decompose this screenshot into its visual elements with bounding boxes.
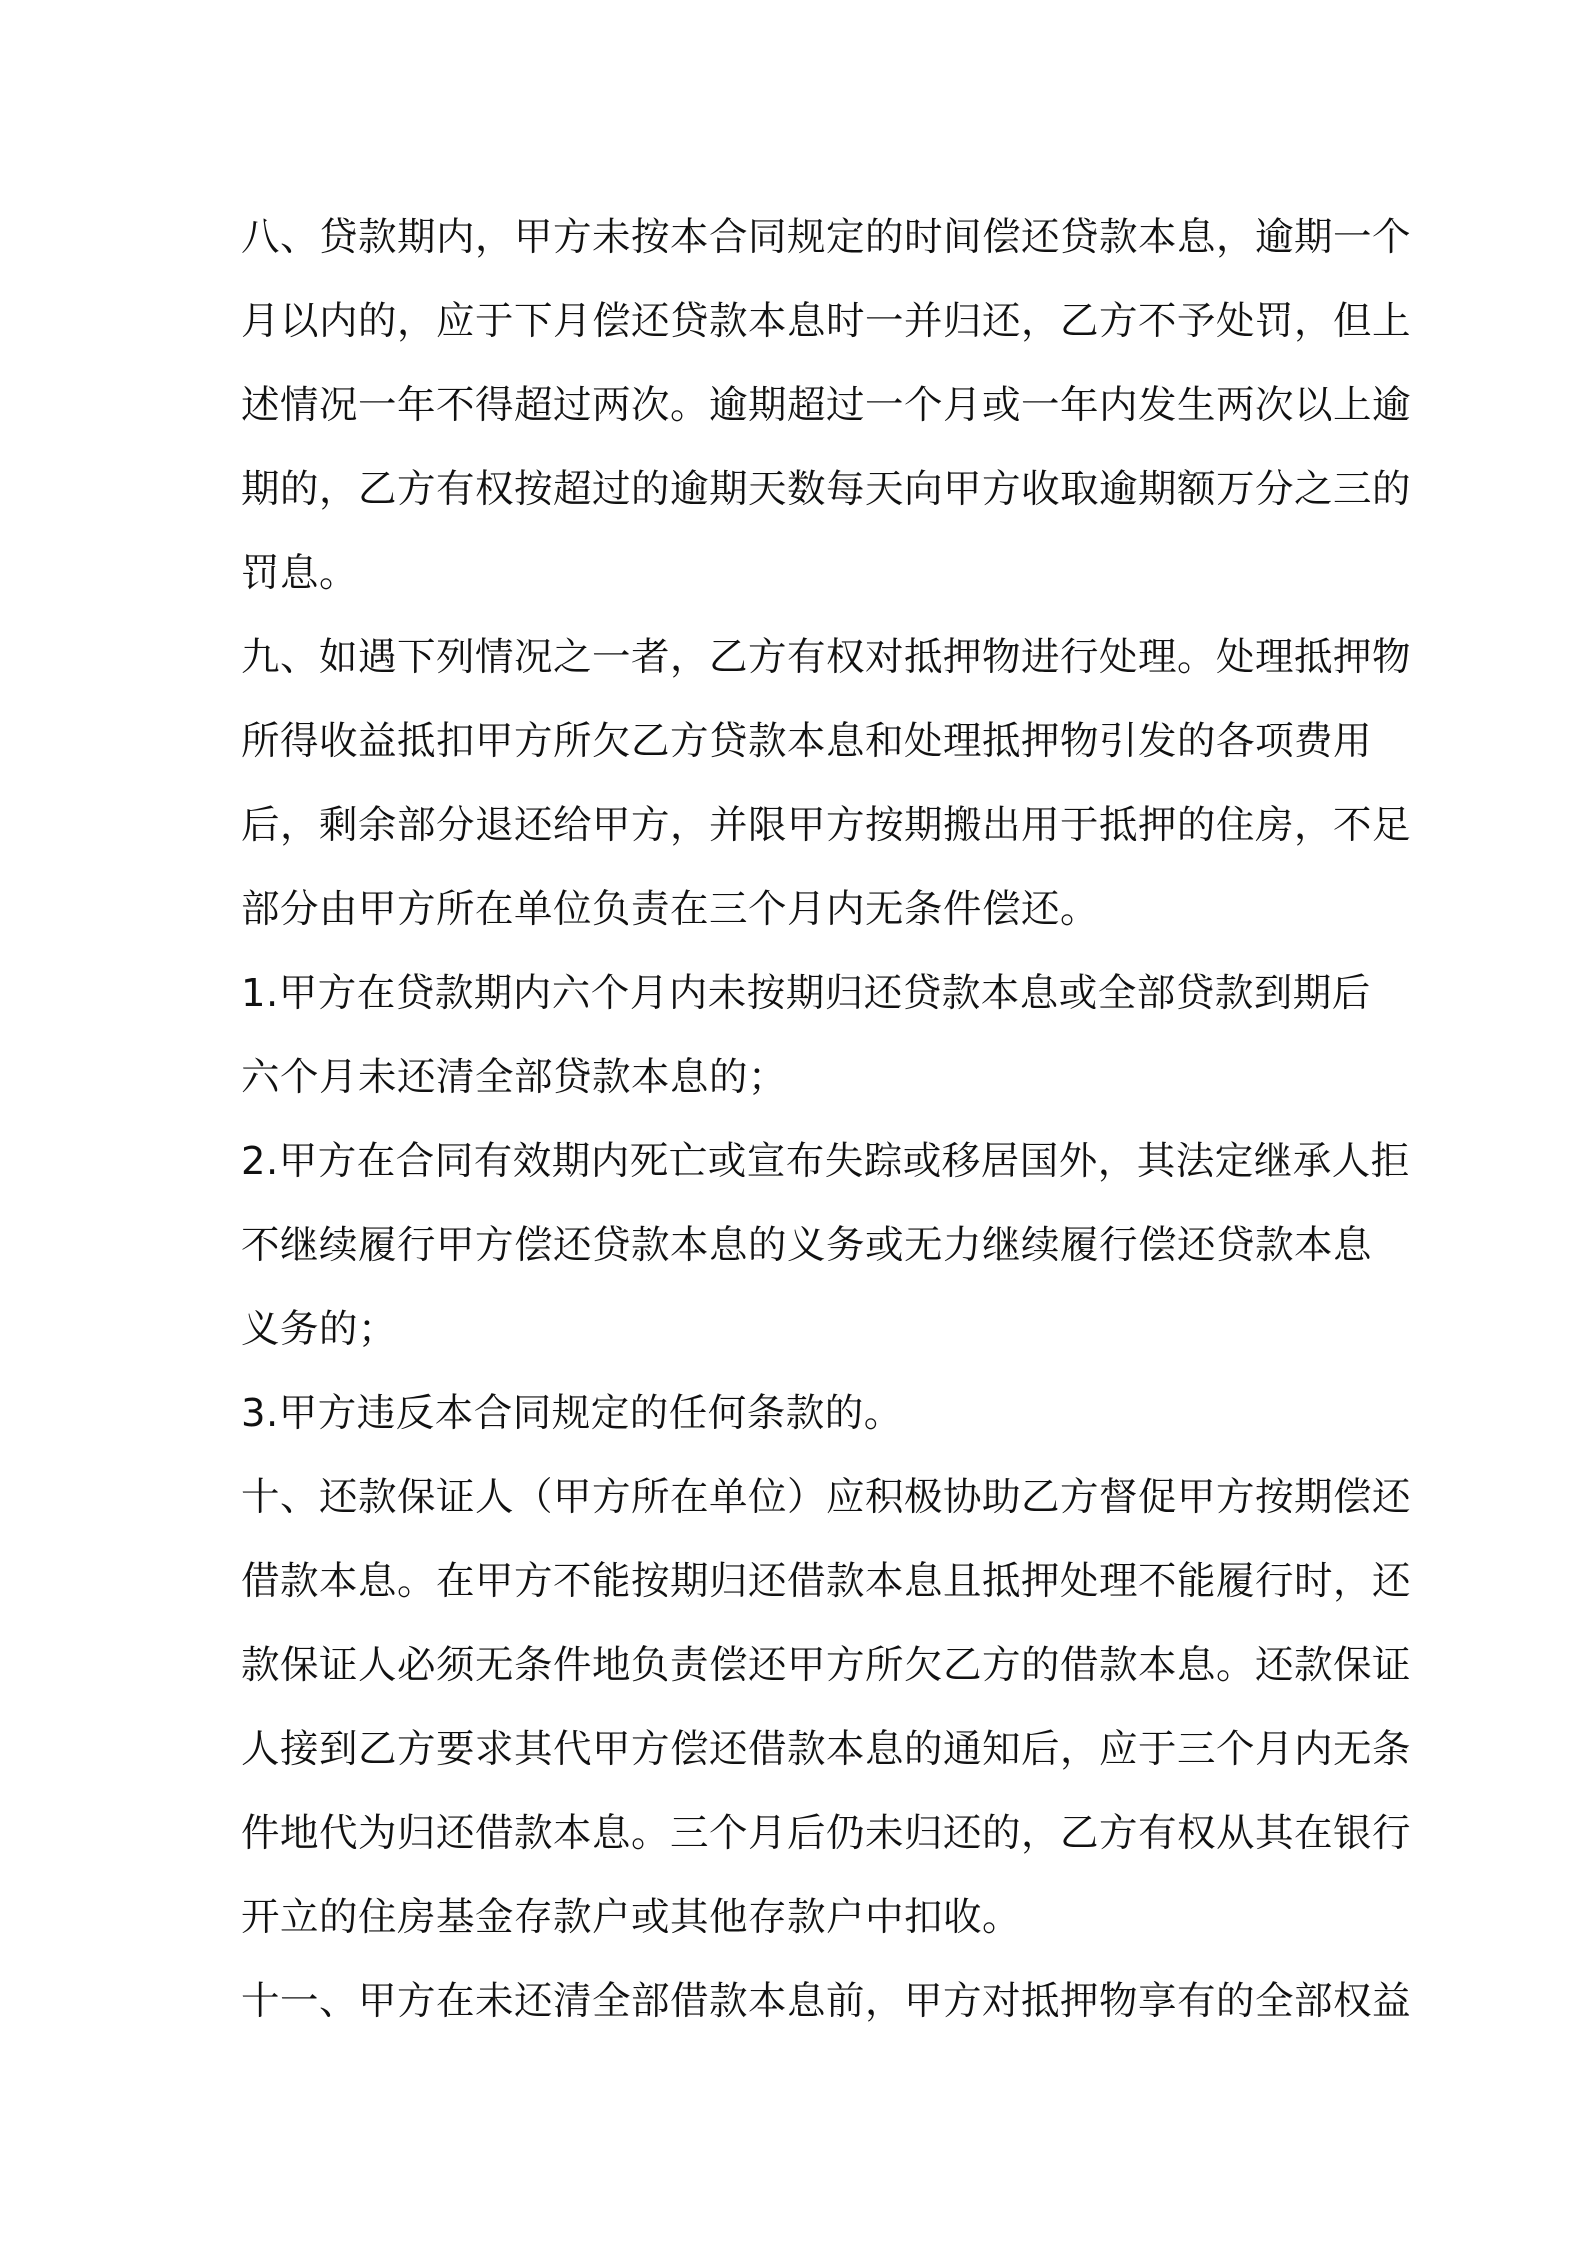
text-line: 九、如遇下列情况之一者，乙方有权对抵押物进行处理。处理抵押物 xyxy=(241,635,1412,680)
text-line: 十、还款保证人（甲方所在单位）应积极协助乙方督促甲方按期偿还 xyxy=(241,1475,1412,1520)
text-line: 所得收益抵扣甲方所欠乙方贷款本息和处理抵押物引发的各项费用 xyxy=(241,719,1373,764)
text-line: 后，剩余部分退还给甲方，并限甲方按期搬出用于抵押的住房，不足 xyxy=(241,803,1412,848)
text-line: 开立的住房基金存款户或其他存款户中扣收。 xyxy=(241,1895,1022,1940)
text-line: 人接到乙方要求其代甲方偿还借款本息的通知后，应于三个月内无条 xyxy=(241,1727,1412,1772)
text-line: 述情况一年不得超过两次。逾期超过一个月或一年内发生两次以上逾 xyxy=(241,383,1412,428)
text-line: 期的，乙方有权按超过的逾期天数每天向甲方收取逾期额万分之三的 xyxy=(241,467,1412,512)
text-line: 件地代为归还借款本息。三个月后仍未归还的，乙方有权从其在银行 xyxy=(241,1811,1412,1856)
text-line: 借款本息。在甲方不能按期归还借款本息且抵押处理不能履行时，还 xyxy=(241,1559,1412,1604)
text-line: 月以内的，应于下月偿还贷款本息时一并归还，乙方不予处罚，但上 xyxy=(241,299,1412,344)
text-line: 部分由甲方所在单位负责在三个月内无条件偿还。 xyxy=(241,887,1100,932)
text-line: 不继续履行甲方偿还贷款本息的义务或无力继续履行偿还贷款本息 xyxy=(241,1223,1373,1268)
text-line: 罚息。 xyxy=(241,551,359,596)
text-line: 十一、甲方在未还清全部借款本息前，甲方对抵押物享有的全部权益 xyxy=(241,1979,1412,2024)
text-line: 六个月未还清全部贷款本息的； xyxy=(241,1055,788,1100)
contract-text xyxy=(241,196,1412,2044)
text-line: 2.甲方在合同有效期内死亡或宣布失踪或移居国外，其法定继承人拒 xyxy=(241,1139,1410,1184)
text-line: 3.甲方违反本合同规定的任何条款的。 xyxy=(241,1391,903,1436)
text-line: 1.甲方在贷款期内六个月内未按期归还贷款本息或全部贷款到期后 xyxy=(241,971,1371,1016)
text-line: 义务的； xyxy=(241,1307,398,1352)
text-line: 款保证人必须无条件地负责偿还甲方所欠乙方的借款本息。还款保证 xyxy=(241,1643,1412,1688)
text-line: 八、贷款期内，甲方未按本合同规定的时间偿还贷款本息，逾期一个 xyxy=(241,215,1412,260)
